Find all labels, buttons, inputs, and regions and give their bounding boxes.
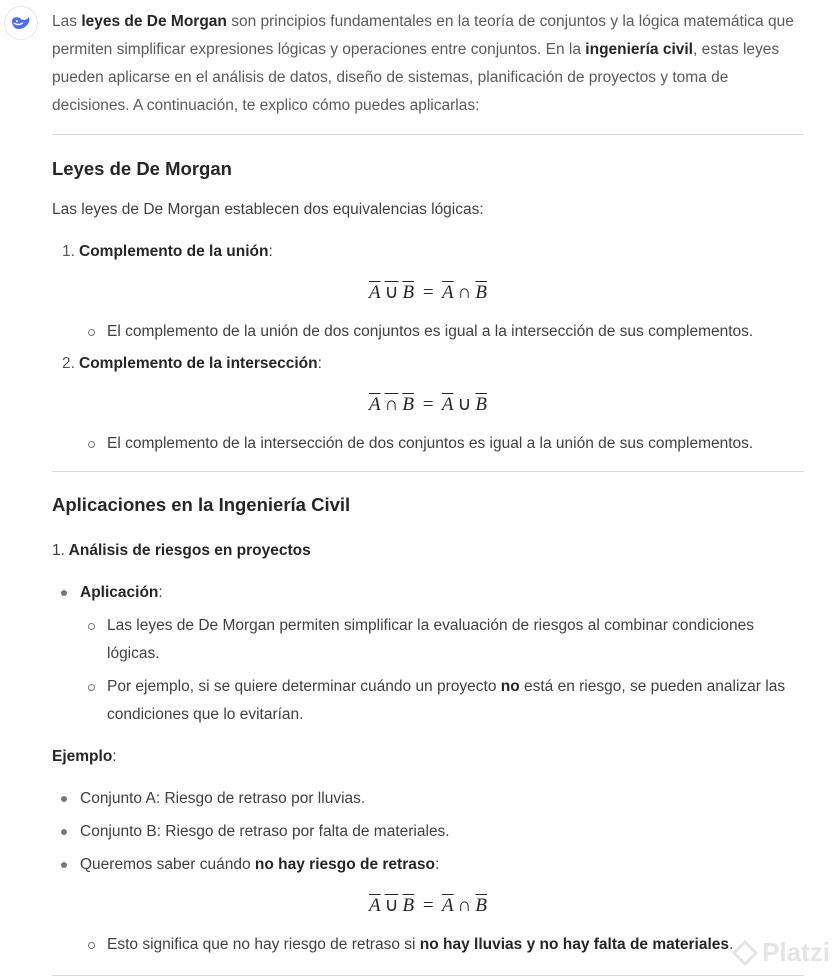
formula-intersection: A ∩ $B = \overline{A}$ ∪ $\overline{B}$ [369, 394, 487, 415]
list-number: 1. [62, 243, 75, 260]
platzi-watermark: Platzi [732, 937, 830, 968]
formula-no-risk: A ∪ $B = \overline{A}$ ∩ $\overline{B}$ [369, 895, 487, 916]
intro-paragraph: Las leyes de De Morgan son principios fundamentales en la teoría de conjuntos y la lógica matemática que permiten simplificar expresiones lógicas y operaciones entre conjuntos. En la ingeniería civil, estas leyes pueden aplicarse en el análisis de datos, diseño de sistemas, planificación de proyectos y toma de decisiones. A continuación, te explico cómo puedes aplicarlas: [52, 13, 794, 114]
law-description: El complemento de la unión de dos conjuntos es igual a la intersección de sus complementos. [52, 318, 804, 346]
divider [52, 975, 804, 976]
whale-logo-icon [10, 14, 32, 32]
list-number: 2. [62, 355, 75, 372]
divider [52, 134, 804, 135]
law-item-2: 2. Complemento de la intersección: [52, 350, 804, 378]
example-item: Queremos saber cuándo no hay riesgo de retraso: [52, 851, 804, 879]
divider [52, 471, 804, 472]
law-title: Complemento de la unión [79, 243, 269, 260]
law-description: El complemento de la intersección de dos conjuntos es igual a la unión de sus complementos. [52, 430, 804, 458]
application-detail: Por ejemplo, si se quiere determinar cuándo un proyecto no está en riesgo, se pueden analizar las condiciones que lo evitarían. [52, 673, 804, 729]
assistant-avatar [4, 6, 38, 40]
example-meaning: Esto significa que no hay riesgo de retraso si no hay lluvias y no hay falta de materiales. [52, 931, 804, 959]
section-heading-de-morgan: Leyes de De Morgan [52, 158, 232, 179]
section-intro: Las leyes de De Morgan establecen dos equivalencias lógicas: [52, 201, 484, 218]
application-detail: Las leyes de De Morgan permiten simplificar la evaluación de riesgos al combinar condiciones lógicas. [52, 612, 804, 668]
section-heading-applications: Aplicaciones en la Ingeniería Civil [52, 494, 351, 515]
subheading-risk-analysis: 1. Análisis de riesgos en proyectos [52, 542, 311, 559]
example-item: Conjunto A: Riesgo de retraso por lluvias. [52, 785, 804, 813]
platzi-logo-icon [732, 940, 758, 966]
application-item: Aplicación: [52, 579, 804, 607]
assistant-message [52, 8, 804, 976]
law-title: Complemento de la intersección [79, 355, 318, 372]
example-item: Conjunto B: Riesgo de retraso por falta de materiales. [52, 818, 804, 846]
formula-union: A ∪ $B = \overline{A}$ ∩ $\overline{B}$ [369, 282, 487, 303]
example-label: Ejemplo: [52, 748, 117, 765]
law-item-1: 1. Complemento de la unión: [52, 238, 804, 266]
